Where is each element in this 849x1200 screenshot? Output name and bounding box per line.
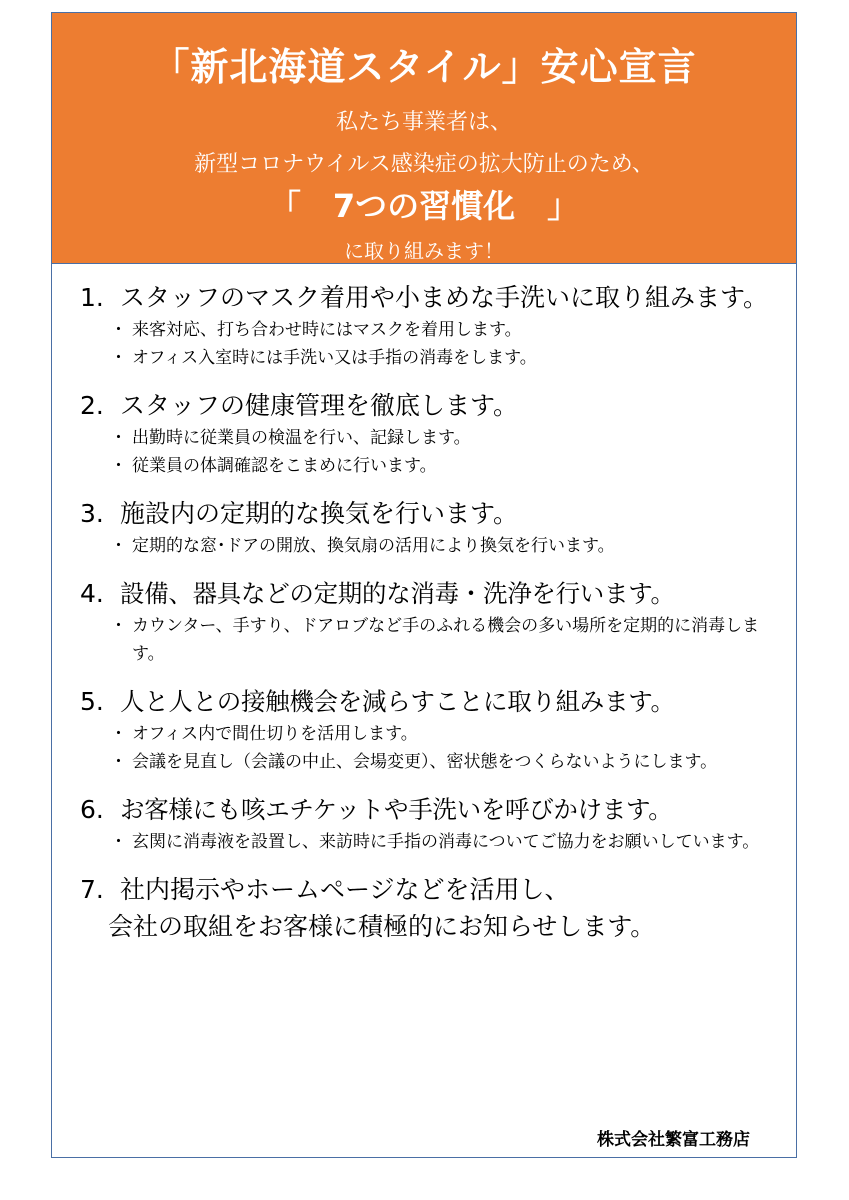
list-item: ・ 玄関に消毒液を設置し、来訪時に手指の消毒についてご協力をお願いしています。 (110, 828, 770, 856)
list-item: ・ オフィス内で間仕切りを活用します。 (110, 720, 770, 748)
bullet-dot-icon: ・ (110, 724, 127, 744)
declaration-title: 「新北海道スタイル」安心宣言 (151, 45, 697, 89)
item-number: 5. (80, 687, 104, 716)
habit-item-2 (80, 388, 780, 480)
item-number: 3. (80, 499, 104, 528)
company-name: 株式会社繁富工務店 (597, 1130, 750, 1150)
list-item: ・ 従業員の体調確認をこまめに行います。 (110, 452, 770, 480)
habit-item-6 (80, 792, 780, 856)
item-title: お客様にも咳エチケットや手洗いを呼びかけます。 (120, 795, 673, 824)
list-item: ・ 定期的な窓･ドアの開放、換気扇の活用により換気を行います。 (110, 532, 770, 560)
bullet-dot-icon: ・ (110, 320, 127, 340)
item-title: 人と人との接触機会を減らすことに取り組みます。 (120, 687, 675, 716)
item-number: 6. (80, 795, 104, 824)
bullet-dot-icon: ・ (110, 428, 127, 448)
list-item: ・ カウンター、手すり、ドアロブなど手のふれる機会の多い場所を定期的に消毒します。 (110, 612, 770, 668)
list-item: ・ 会議を見直し（会議の中止、会場変更）、密状態をつくらないようにします。 (110, 748, 770, 776)
item-number: 7. (80, 875, 104, 904)
header-subtitle-2: 新型コロナウイルス感染症の拡大防止のため、 (194, 152, 654, 177)
item-title-continued: 会社の取組をお客様に積極的にお知らせします。 (108, 912, 656, 941)
header-subtitle-1: 私たち事業者は、 (335, 110, 512, 135)
item-number: 4. (80, 579, 104, 608)
habit-item-4 (80, 576, 780, 668)
bullet-dot-icon: ・ (110, 616, 127, 636)
habit-item-5 (80, 684, 780, 776)
item-title: 社内掲示やホームページなどを活用し、 (120, 875, 570, 904)
habit-item-3 (80, 496, 780, 560)
item-title: スタッフのマスク着用や小まめな手洗いに取り組みます。 (120, 283, 769, 312)
header-subtitle-3: に取り組みます！ (344, 239, 504, 263)
seven-habits-heading: 「 7つの習慣化 」 (268, 187, 580, 225)
bullet-dot-icon: ・ (110, 348, 127, 368)
item-number: 2. (80, 391, 104, 420)
list-item: ・ 来客対応、打ち合わせ時にはマスクを着用します。 (110, 316, 770, 344)
declaration-header (52, 13, 796, 264)
list-item: ・ 出勤時に従業員の検温を行い、記録します。 (110, 424, 770, 452)
item-title: 設備、器具などの定期的な消毒・洗浄を行います。 (120, 579, 675, 608)
list-item: ・ オフィス入室時には手洗い又は手指の消毒をします。 (110, 344, 770, 372)
item-number: 1. (80, 283, 104, 312)
item-title: スタッフの健康管理を徹底します。 (120, 391, 519, 420)
bullet-dot-icon: ・ (110, 832, 127, 852)
bullet-dot-icon: ・ (110, 536, 127, 556)
habit-list (80, 280, 780, 962)
item-title: 施設内の定期的な換気を行います。 (120, 499, 519, 528)
bullet-dot-icon: ・ (110, 456, 127, 476)
habit-item-1 (80, 280, 780, 372)
habit-item-7 (80, 872, 780, 946)
bullet-dot-icon: ・ (110, 752, 127, 772)
